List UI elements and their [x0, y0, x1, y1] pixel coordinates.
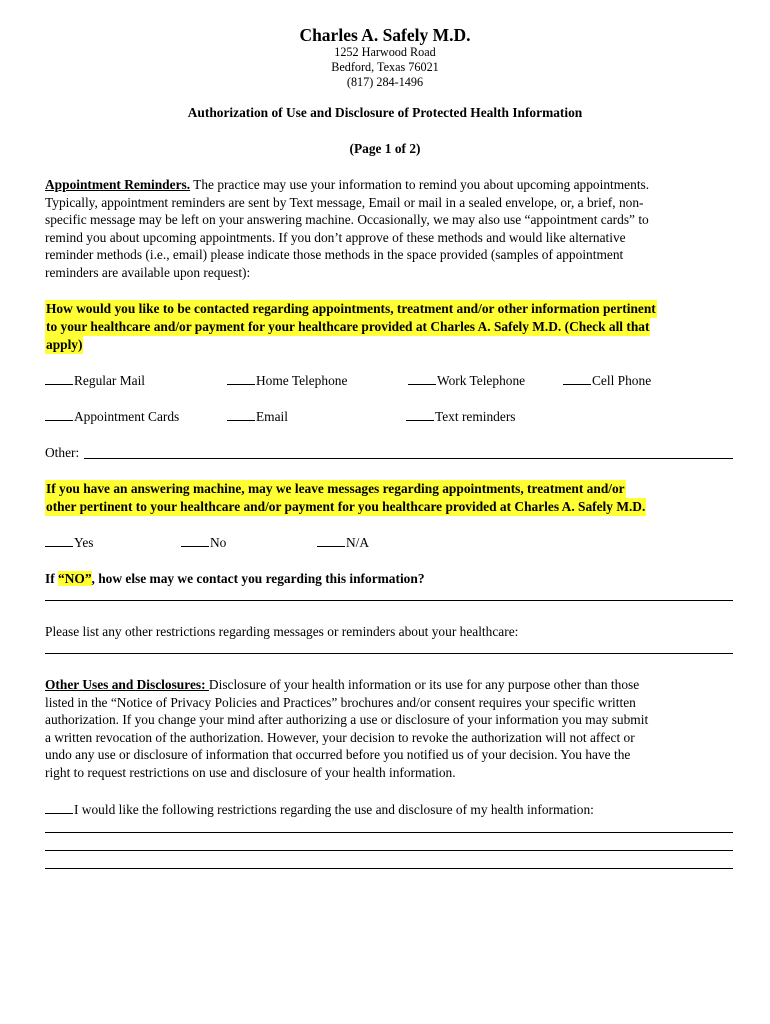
other-uses-paragraph: [45, 676, 735, 782]
if-no-question: [45, 570, 425, 588]
regular-mail-checkbox[interactable]: [45, 372, 73, 385]
paragraph-line: listed in the “Notice of Privacy Policies and Practices” brochures and/or consent requires your specific written: [45, 694, 636, 710]
appointment-cards-checkbox[interactable]: [45, 408, 73, 421]
paragraph-line: authorization. If you change your mind after authorizing a use or disclosure of your information you may submit: [45, 712, 649, 728]
appointment-reminders-heading: Appointment Reminders.: [45, 177, 191, 192]
restriction-request: [45, 801, 594, 819]
option-text-reminders: [406, 408, 516, 426]
option-label: Text reminders: [435, 409, 516, 424]
page-label: (Page 1 of 2): [349, 141, 421, 156]
option-label: Cell Phone: [592, 373, 652, 388]
other-label: Other:: [45, 445, 80, 460]
if-no-suffix: , how else may we contact you regarding this information?: [91, 571, 425, 586]
option-label: N/A: [346, 535, 370, 550]
restrictions-answer-line[interactable]: [45, 653, 733, 654]
paragraph-line: Disclosure of your health information or its use for any purpose other than those: [208, 677, 640, 692]
contact-question-line: apply): [46, 337, 83, 352]
paragraph-line: specific message may be left on your answering machine. Occasionally, we may also use “appointment cards” to: [45, 212, 649, 228]
option-na: [317, 534, 369, 552]
option-label: Appointment Cards: [74, 409, 180, 424]
document-title: Authorization of Use and Disclosure of Protected Health Information: [187, 105, 583, 120]
answering-question-line: If you have an answering machine, may we leave messages regarding appointments, treatment and/or: [46, 481, 625, 496]
paragraph-line: a written revocation of the authorization. However, your decision to revoke the authorization will not affect or: [45, 729, 635, 745]
option-yes: [45, 534, 93, 552]
answering-question-line: other pertinent to your healthcare and/or payment for you healthcare provided at Charles A. Safely M.D.: [46, 499, 646, 514]
practice-address-line2: Bedford, Texas 76021: [331, 60, 439, 74]
paragraph-line: Typically, appointment reminders are sent by Text message, Email or mail in a sealed envelope, or, a brief, non-: [45, 194, 644, 210]
appointment-reminders-paragraph: [45, 176, 735, 282]
option-home-telephone: [227, 372, 347, 390]
restriction-request-checkbox[interactable]: [45, 801, 73, 814]
practice-address-line1: 1252 Harwood Road: [334, 45, 436, 59]
work-telephone-checkbox[interactable]: [408, 372, 436, 385]
restriction-answer-line-1[interactable]: [45, 832, 733, 833]
paragraph-line: reminders are available upon request):: [45, 264, 251, 280]
practice-phone: (817) 284-1496: [346, 75, 424, 89]
email-checkbox[interactable]: [227, 408, 255, 421]
other-uses-heading: Other Uses and Disclosures:: [45, 677, 209, 692]
contact-question-line: How would you like to be contacted regarding appointments, treatment and/or other information pertinent: [46, 301, 656, 316]
option-label: Yes: [74, 535, 94, 550]
paragraph-line: reminder methods (i.e., email) please indicate those methods in the space provided (samples of appointment: [45, 247, 624, 263]
option-email: [227, 408, 288, 426]
paragraph-line: right to request restrictions on use and disclosure of your health information.: [45, 764, 456, 780]
restrictions-prompt: Please list any other restrictions regarding messages or reminders about your healthcare:: [45, 624, 519, 639]
restriction-answer-line-3[interactable]: [45, 868, 733, 869]
option-label: Work Telephone: [437, 373, 526, 388]
contact-question-line: to your healthcare and/or payment for your healthcare provided at Charles A. Safely M.D. (Check all that: [46, 319, 650, 334]
practice-name: Charles A. Safely M.D.: [299, 25, 471, 45]
option-label: Email: [256, 409, 288, 424]
if-no-prefix: If: [45, 571, 59, 586]
cell-phone-checkbox[interactable]: [563, 372, 591, 385]
na-checkbox[interactable]: [317, 534, 345, 547]
text-reminders-checkbox[interactable]: [406, 408, 434, 421]
option-cell-phone: [563, 372, 651, 390]
if-no-answer-line[interactable]: [45, 600, 733, 601]
paragraph-line: The practice may use your information to remind you about upcoming appointments.: [190, 177, 650, 192]
option-appointment-cards: [45, 408, 179, 426]
other-input-line[interactable]: [84, 458, 733, 459]
restriction-request-label: I would like the following restrictions regarding the use and disclosure of my health information:: [74, 802, 594, 817]
option-no: [181, 534, 226, 552]
option-work-telephone: [408, 372, 525, 390]
option-label: Home Telephone: [256, 373, 348, 388]
option-label: No: [210, 535, 227, 550]
home-telephone-checkbox[interactable]: [227, 372, 255, 385]
option-label: Regular Mail: [74, 373, 146, 388]
no-highlight: “NO”: [58, 571, 92, 586]
option-regular-mail: [45, 372, 145, 390]
restriction-answer-line-2[interactable]: [45, 850, 733, 851]
paragraph-line: remind you about upcoming appointments. If you don’t approve of these methods and would like alternative: [45, 229, 626, 245]
paragraph-line: undo any use or disclosure of information that occurred before you notified us of your decision. You have the: [45, 747, 631, 763]
yes-checkbox[interactable]: [45, 534, 73, 547]
no-checkbox[interactable]: [181, 534, 209, 547]
